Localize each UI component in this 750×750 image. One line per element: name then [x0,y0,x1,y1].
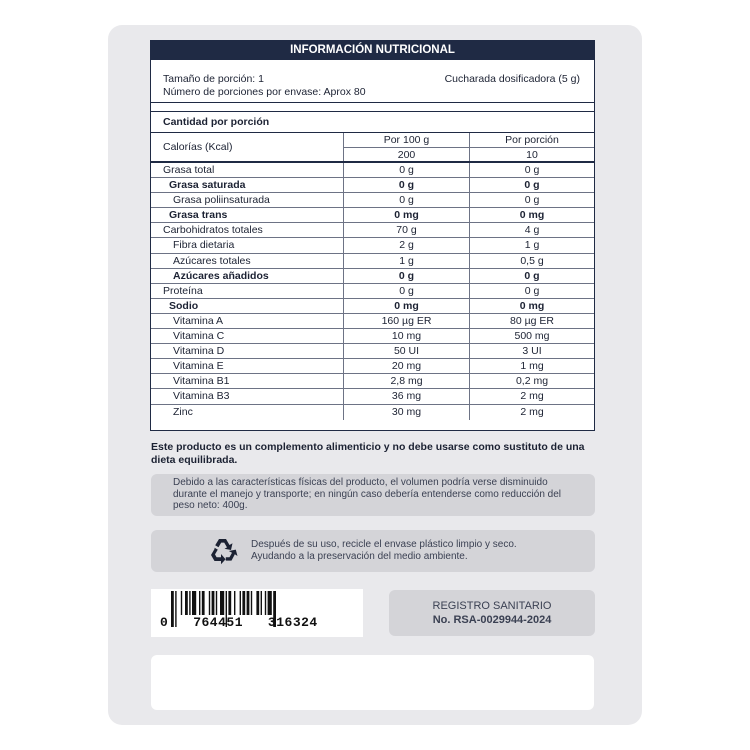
recycle-text [251,539,517,562]
barcode-bar [189,591,190,615]
nutrient-label: Grasa total [151,163,344,177]
barcode-bar [234,591,235,615]
nutrient-per100: 30 mg [344,405,470,420]
calories-label: Calorías (Kcal) [151,133,344,161]
barcode-bar [209,591,210,615]
nutrient-per100: 10 mg [344,329,470,343]
nutrient-per100: 20 mg [344,359,470,373]
nutrient-per-serving: 0,5 g [520,254,544,267]
per100-column [344,133,470,161]
nutrient-row [151,269,594,284]
barcode [151,589,363,637]
nutrition-facts-table [150,40,595,431]
nutrient-per100: 160 µg ER [344,314,470,328]
nutrient-label: Azúcares añadidos [151,269,344,283]
nutrition-title: INFORMACIÓN NUTRICIONAL [151,41,594,60]
nutrient-row [151,389,594,404]
nutrient-per100: 0 g [344,193,470,207]
col-per100-header: Por 100 g [344,133,469,148]
nutrient-label: Vitamina E [151,359,344,373]
barcode-bar [242,591,245,615]
barcode-bar [216,591,217,615]
nutrient-per100: 0 g [344,269,470,283]
servings-per-container: Número de porciones por envase: Aprox 80 [163,86,366,98]
nutrient-row [151,374,594,389]
amount-per-serving: Cantidad por porción [151,112,594,133]
nutrient-per-serving: 0 g [524,284,540,297]
nutrient-per-serving: 0 g [524,179,540,192]
nutrient-per100: 0 g [344,178,470,192]
volume-note: Debido a las características físicas del producto, el volumen podría verse disminuido durante el manejo y transporte; en ningún caso debería entenderse como reducción del peso neto: 400g. [151,474,595,516]
nutrient-per-serving: 2 mg [520,390,544,403]
col-per-serving-header: Por porción [470,133,594,148]
nutrient-per-serving: 0 g [524,269,540,282]
nutrient-per-serving: 0 mg [519,299,545,312]
divider [151,103,594,112]
registry-label: REGISTRO SANITARIO [432,600,552,612]
nutrient-label: Fibra dietaria [151,238,344,252]
barcode-bar [220,591,224,615]
nutrient-per-serving: 0 g [524,164,540,176]
barcode-bar [251,591,252,615]
nutrient-label: Zinc [151,405,344,420]
barcode-bar [261,591,262,615]
nutrient-per-serving: 0 mg [519,209,545,222]
nutrient-per100: 70 g [344,223,470,237]
nutrient-row [151,344,594,359]
nutrient-label: Grasa poliinsaturada [151,193,344,207]
nutrient-row [151,193,594,208]
nutrient-row [151,223,594,238]
recycle-box [151,530,595,572]
nutrient-label: Vitamina B3 [151,389,344,403]
nutrient-label: Vitamina C [151,329,344,343]
nutrient-label: Proteína [151,284,344,298]
nutrient-label: Azúcares totales [151,254,344,268]
barcode-bar [256,591,259,615]
barcode-bar [240,591,241,615]
nutrient-row [151,163,594,178]
serving-info [151,60,594,103]
recycle-icon [208,537,238,569]
supplement-disclaimer: Este producto es un complemento alimenticio y no debe usarse como sustituto de una dieta equilibrada. [151,441,585,466]
barcode-bar [247,591,250,615]
nutrient-per-serving: 4 g [524,224,540,237]
nutrient-row [151,238,594,253]
barcode-bar [202,591,205,615]
nutrient-per-serving: 1 mg [520,360,544,373]
barcode-bar [228,591,231,615]
barcode-bar [199,591,200,615]
nutrient-per100: 50 UI [344,344,470,358]
serving-size: Tamaño de porción: 1 [163,73,264,85]
nutrient-per-serving: 1 g [524,239,540,252]
nutrient-per-serving: 0,2 mg [515,375,549,388]
nutrient-label: Carbohidratos totales [151,223,344,237]
nutrient-row [151,314,594,329]
nutrient-row [151,359,594,374]
nutrient-per100: 2,8 mg [344,374,470,388]
nutrient-row [151,405,594,420]
nutrient-row [151,299,594,314]
barcode-bar [268,591,272,615]
barcode-bar [181,591,182,615]
barcode-bar [192,591,196,615]
calories-row [151,133,594,163]
nutrient-per100: 0 mg [344,208,470,222]
registry-number: No. RSA-0029944-2024 [432,614,552,626]
nutrient-per100: 36 mg [344,389,470,403]
nutrient-row [151,208,594,223]
nutrient-label: Vitamina A [151,314,344,328]
blank-label-area [151,655,594,710]
nutrient-per100: 1 g [344,254,470,268]
nutrient-label: Grasa saturada [151,178,344,192]
nutrient-row [151,284,594,299]
calories-per100: 200 [397,149,416,161]
nutrient-row [151,329,594,344]
nutrient-label: Vitamina D [151,344,344,358]
sanitary-registry [389,590,595,636]
nutrient-rows [151,163,594,420]
nutrient-row [151,254,594,269]
nutrient-per-serving: 2 mg [520,405,544,418]
nutrient-label: Grasa trans [151,208,344,222]
nutrient-row [151,178,594,193]
nutrient-per-serving: 0 g [524,194,540,207]
nutrient-label: Vitamina B1 [151,374,344,388]
barcode-bar [265,591,266,615]
nutrient-per100: 0 mg [344,299,470,313]
barcode-bar [212,591,215,615]
nutrient-per-serving: 3 UI [522,345,542,358]
per-serving-column [470,133,594,161]
barcode-bar [185,591,188,615]
nutrient-per100: 2 g [344,238,470,252]
nutrient-per-serving: 80 µg ER [510,314,554,327]
nutrient-label: Sodio [151,299,344,313]
recycle-line-1: Después de su uso, recicle el envase plástico limpio y seco. [251,539,517,550]
calories-per-serving: 10 [526,149,538,161]
barcode-digits: 0 764451 316324 [160,615,318,630]
recycle-line-2: Ayudando a la preservación del medio ambiente. [251,550,468,562]
nutrient-per100: 0 g [344,163,470,177]
nutrient-per100: 0 g [344,284,470,298]
nutrient-per-serving: 500 mg [514,330,550,343]
serving-unit: Cucharada dosificadora (5 g) [444,73,580,85]
